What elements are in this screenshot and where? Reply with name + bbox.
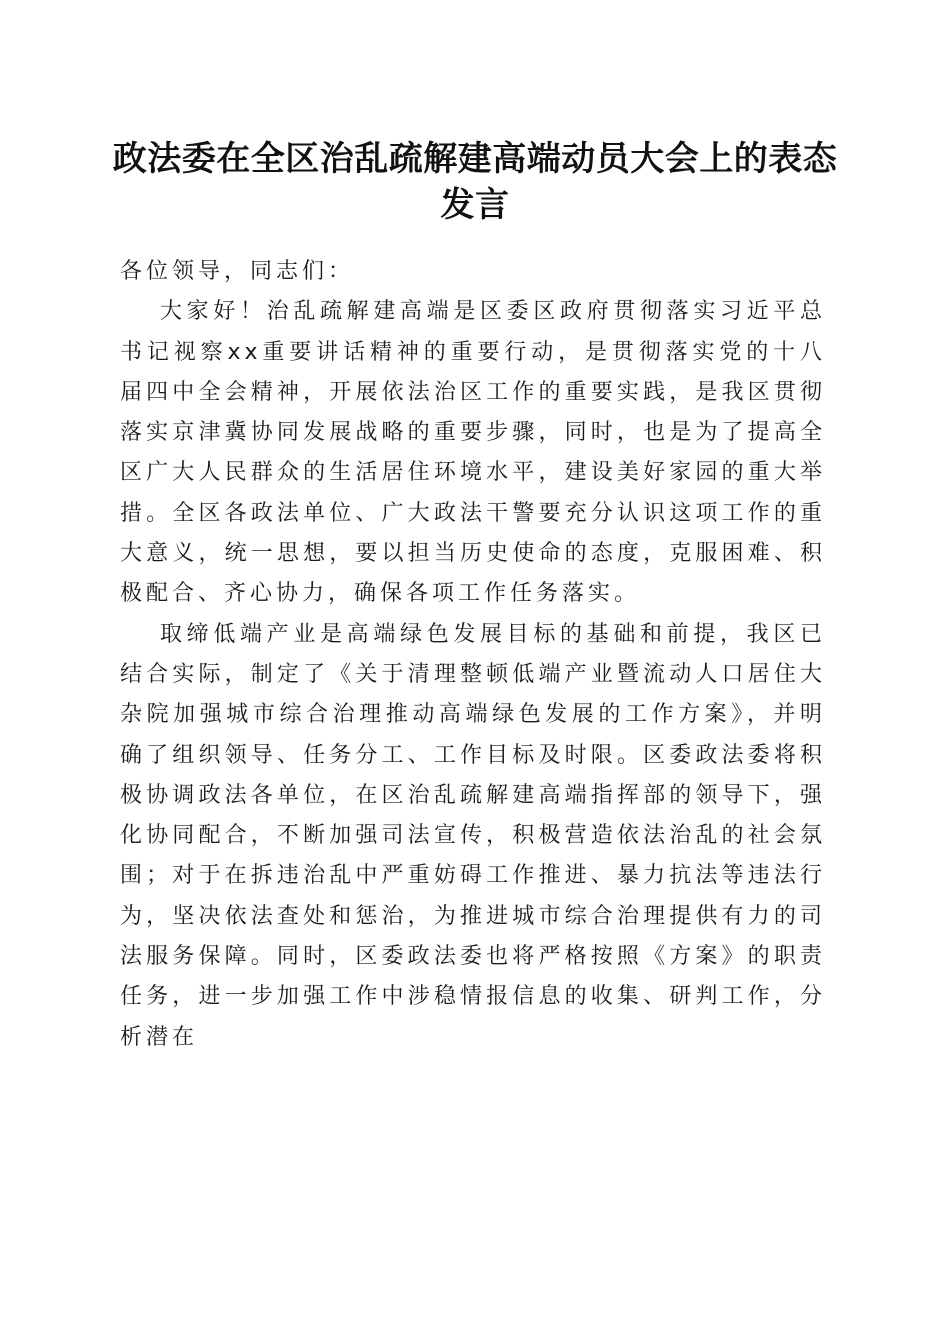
salutation: 各位领导，同志们： <box>120 259 355 284</box>
paragraph-1: 大家好！治乱疏解建高端是区委区政府贯彻落实习近平总书记视察xx重要讲话精神的重要行动，是贯彻落实党的十八届四中全会精神，开展依法治区工作的重要实践，是我区贯彻落实京津冀协同发展战略的重要步骤，同时，也是为了提高全区广大人民群众的生活居住环境水平，建设美好家园的重大举措。全区各政法单位、广大政法干警要充分认识这项工作的重大意义，统一思想，要以担当历史使命的态度，克服困难、积极配合、齐心协力，确保各项工作任务落实。 <box>120 299 826 607</box>
paragraph-2: 取缔低端产业是高端绿色发展目标的基础和前提，我区已结合实际，制定了《关于清理整顿低端产业暨流动人口居住大杂院加强城市综合治理推动高端绿色发展的工作方案》，并明确了组织领导、任务分工、工作目标及时限。区委政法委将积极协调政法各单位，在区治乱疏解建高端指挥部的领导下，强化协同配合，不断加强司法宣传，积极营造依法治乱的社会氛围；对于在拆违治乱中严重妨碍工作推进、暴力抗法等违法行为，坚决依法查处和惩治，为推进城市综合治理提供有力的司法服务保障。同时，区委政法委也将严格按照《方案》的职责任务，进一步加强工作中涉稳情报信息的收集、研判工作，分析潜在 <box>120 621 826 1050</box>
document-title: 政法委在全区治乱疏解建高端动员大会上的表态发言 <box>112 139 838 225</box>
document-body <box>120 252 826 1058</box>
